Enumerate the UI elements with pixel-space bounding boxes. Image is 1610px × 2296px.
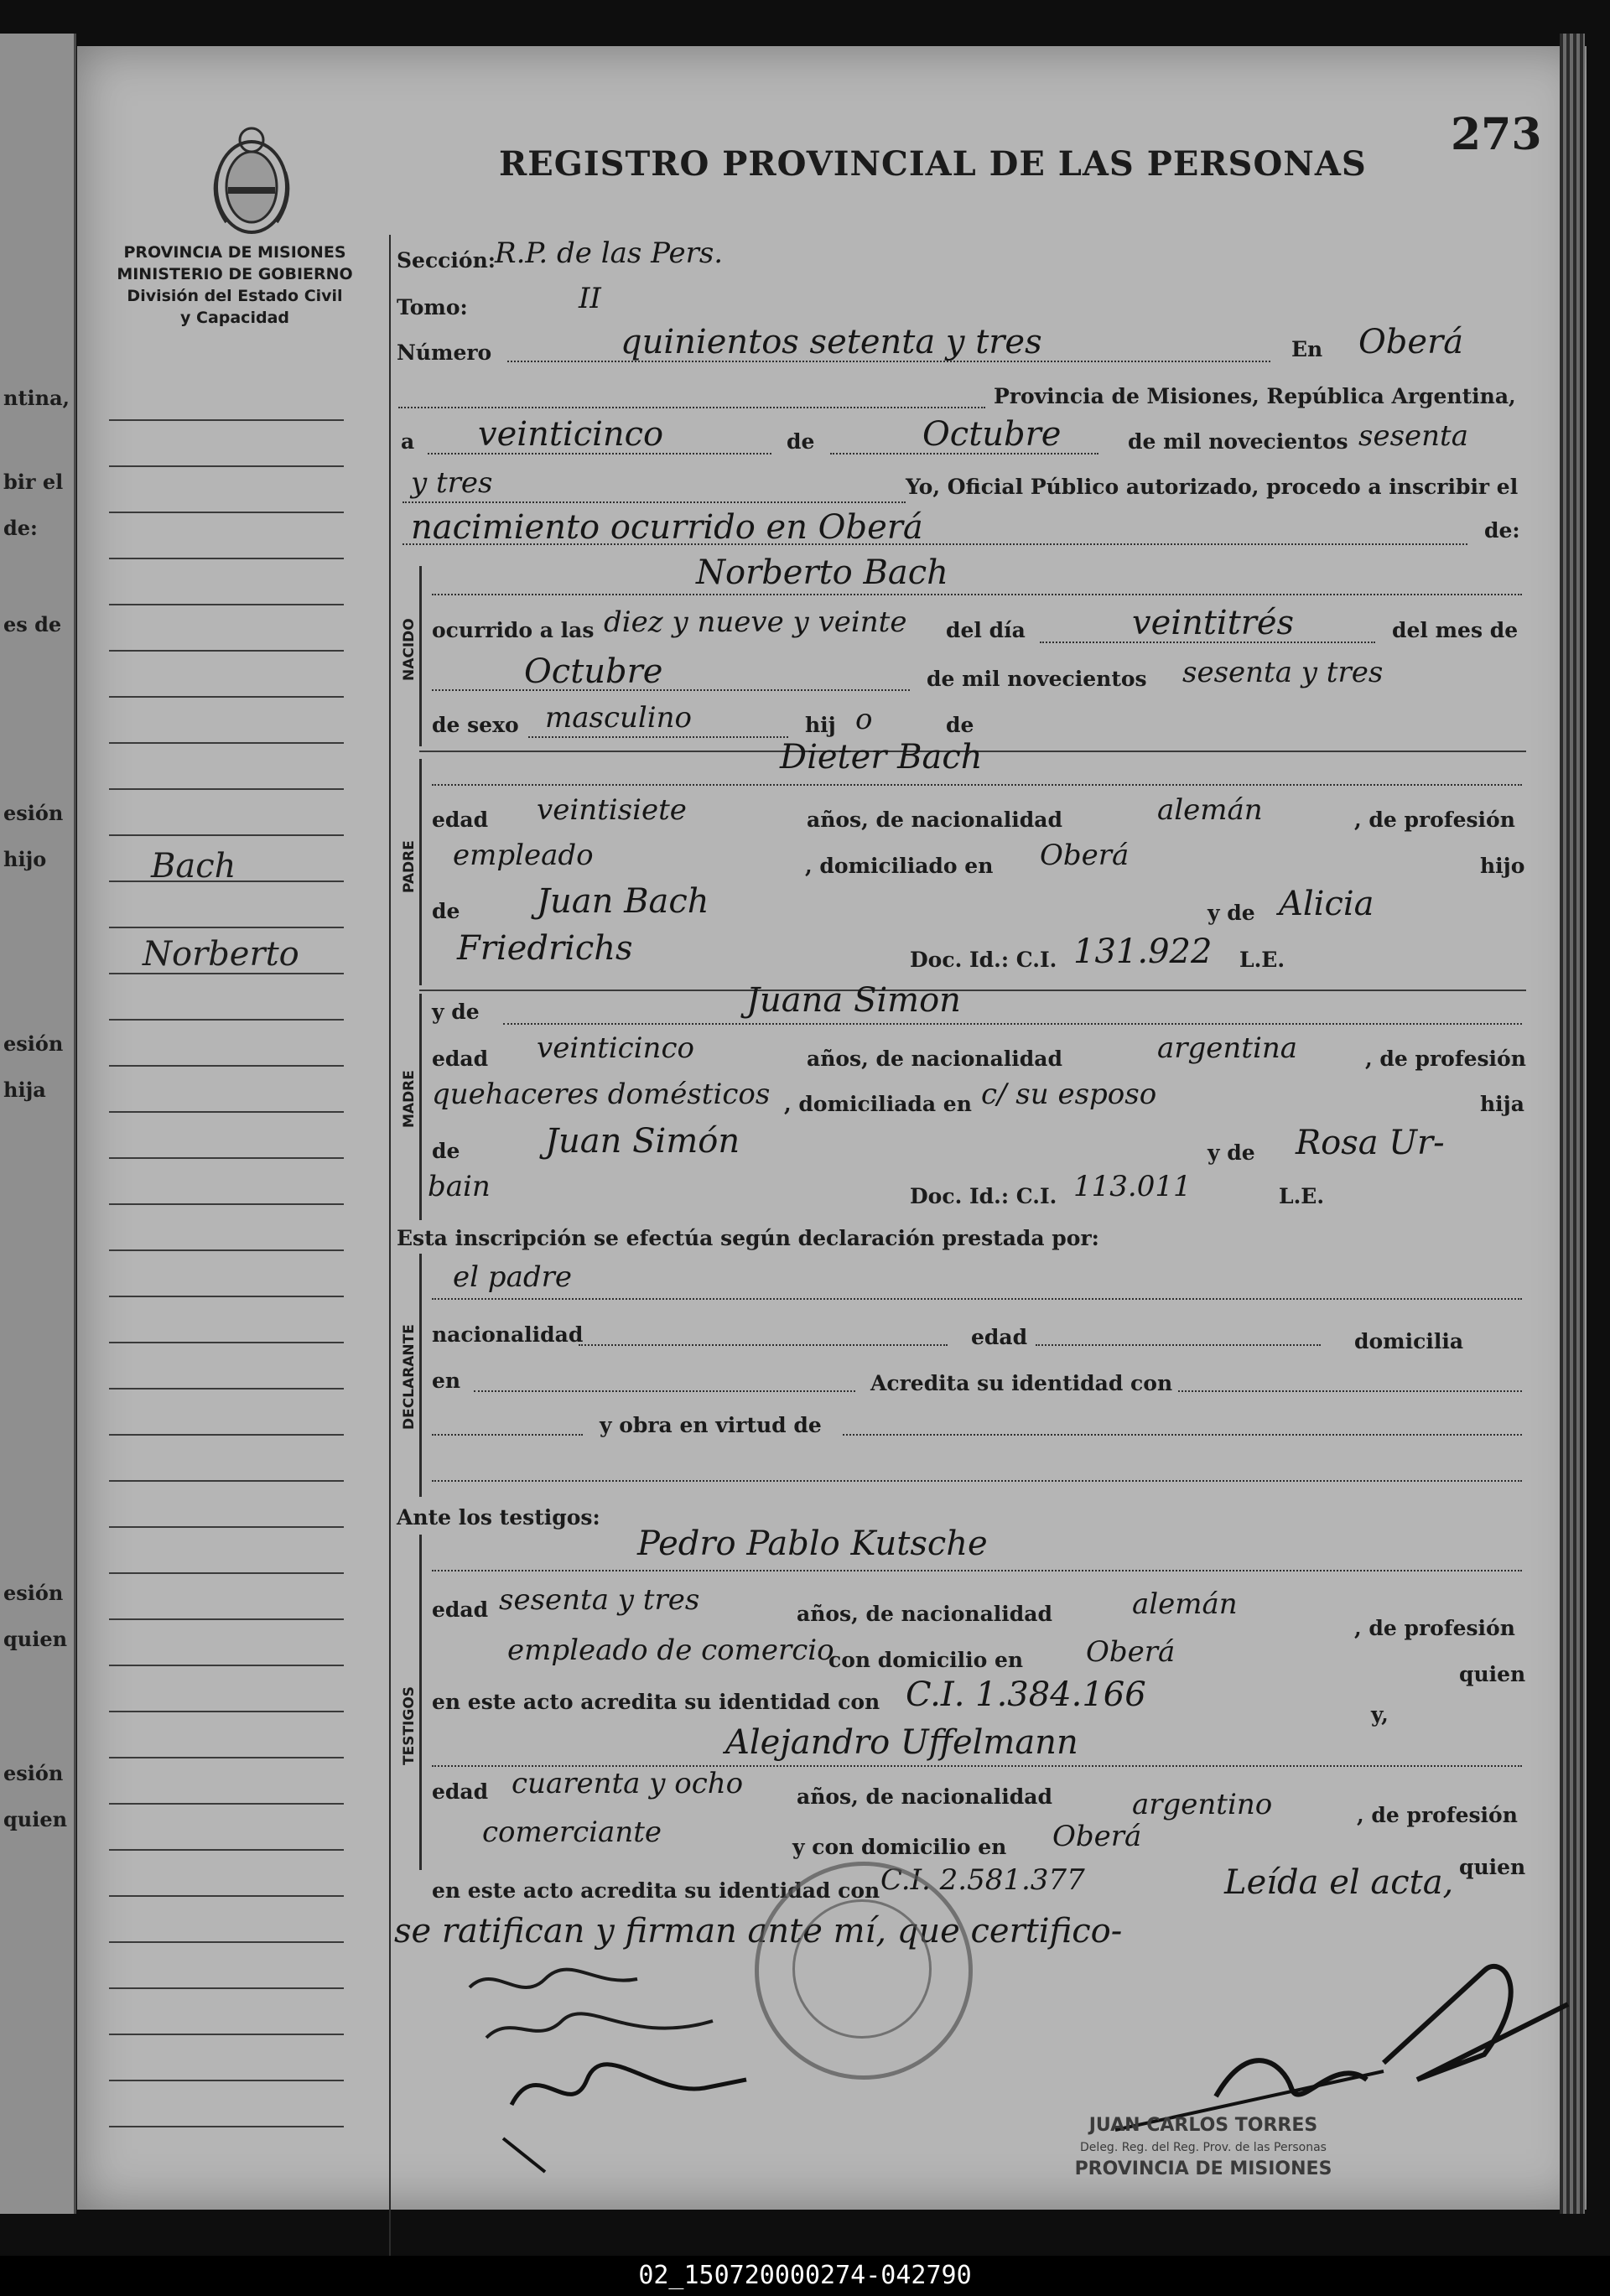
testigo1-quien-label: quien [1459,1662,1526,1686]
madre-hija-label: hija [1480,1092,1524,1116]
mil-label-2: de mil novecientos [927,667,1147,691]
officer-stamp [1065,2115,1342,2180]
testigo2-doc: C.I. 2.581.377 [880,1863,1085,1897]
declarante-domicilia-label: domicilia [1354,1329,1464,1353]
testigos-label: TESTIGOS [401,1686,418,1765]
seccion-value: R.P. de las Pers. [495,236,724,270]
padre-edad-label: edad [432,808,489,832]
fecha-anio-a: sesenta [1358,419,1468,453]
de-label-2: de [946,713,974,737]
testigo2-nacionalidad: argentino [1132,1788,1273,1821]
nacido-section [419,566,422,746]
office-line: División del Estado Civil [127,287,343,305]
testigo1-edad-label: edad [432,1597,489,1622]
madre-de-label: de [432,1139,460,1163]
left-fragment: bir el [3,470,64,494]
left-fragment: de: [3,516,38,540]
madre-y-de2-label: y de [1208,1140,1255,1165]
padre-de-label: de [432,899,460,923]
left-fragment: quien [3,1807,68,1831]
signatures [444,1954,1585,2205]
ocurrido-label: ocurrido a las [432,618,595,642]
fecha-mes: Octubre [922,415,1062,454]
padre-nombre: Dieter Bach [780,738,983,777]
nacido-anio: sesenta y tres [1182,656,1384,689]
testigo2-acredita-label: en este acto acredita su identidad con [432,1878,880,1903]
madre-profesion-label: , de profesión [1365,1047,1526,1071]
testigo2-edad-label: edad [432,1779,489,1804]
madre-edad-label: edad [432,1047,489,1071]
madre-anos-label: años, de nacionalidad [807,1047,1062,1071]
en-label: En [1291,337,1323,361]
numero-value: quinientos setenta y tres [621,323,1042,361]
del-mes-label: del mes de [1392,618,1519,642]
madre-le-label: L.E. [1279,1184,1325,1208]
margin-note: Bach [151,847,236,886]
madre-padre-de: Juan Simón [545,1122,740,1161]
testigo1-domicilio-label: con domicilio en [828,1648,1024,1672]
testigo1-profesion-label: , de profesión [1354,1616,1515,1640]
padre-doc: 131.922 [1073,932,1213,971]
officer-name: JUAN CARLOS TORRES [1088,2115,1318,2136]
padre-le-label: L.E. [1239,948,1285,972]
padre-madre-de-b: Friedrichs [457,929,633,968]
left-fragment: esión [3,801,64,825]
testigo1-y-label: y, [1371,1702,1389,1727]
testigo1-acredita-label: en este acto acredita su identidad con [432,1690,880,1714]
nacido-dia: veintitrés [1132,604,1295,642]
testigo2-edad: cuarenta y ocho [512,1767,744,1800]
padre-domicilio: Oberá [1040,839,1130,872]
declarante-edad-label: edad [971,1325,1028,1349]
document-title: REGISTRO PROVINCIAL DE LAS PERSONAS [499,144,1367,184]
fecha-dia: veinticinco [478,415,664,454]
facing-page-edge [0,34,76,2214]
testigos-section [419,1535,422,1870]
left-fragment: esión [3,1761,64,1785]
padre-edad: veintisiete [537,793,687,827]
madre-doc: 113.011 [1073,1170,1192,1203]
office-line: y Capacidad [180,309,289,327]
seccion-label: Sección: [397,248,496,273]
officer-province: PROVINCIA DE MISIONES [1074,2158,1332,2179]
declarante-en-label: en [432,1369,461,1393]
declarante-section [419,1254,422,1497]
mil-label: de mil novecientos [1128,429,1348,454]
testigo2-nombre: Alejandro Uffelmann [725,1723,1078,1762]
declarante-obra-label: y obra en virtud de [600,1413,822,1437]
margin-note: Norberto [143,935,299,974]
testigo1-profesion: empleado de comercio [507,1634,834,1667]
padre-section [419,759,422,985]
hij-label: hij [805,713,836,737]
padre-anos-label: años, de nacionalidad [807,808,1062,832]
testigo2-anos-label: años, de nacionalidad [797,1784,1052,1809]
padre-padre-de: Juan Bach [537,882,709,921]
cierre-linea2: se ratifican y firman ante mí, que certifico- [394,1912,1123,1951]
book-binding [1560,34,1585,2214]
left-fragment: hija [3,1078,46,1102]
hij-value: o [855,703,873,736]
left-fragment: esión [3,1031,64,1056]
padre-profesion: empleado [453,839,594,872]
coat-of-arms-icon [201,122,302,239]
de-label: de [787,429,815,454]
padre-nacionalidad: alemán [1157,793,1263,827]
provincia-text: Provincia de Misiones, República Argentina, [994,384,1516,408]
tomo-value: II [579,282,601,315]
madre-domicilio: c/ su esposo [981,1078,1157,1111]
testigo1-doc: C.I. 1.384.166 [906,1675,1146,1714]
testigo2-quien-label: quien [1459,1855,1526,1879]
padre-profesion-label: , de profesión [1354,808,1515,832]
madre-nombre: Juana Simon [746,981,961,1020]
nacido-mes: Octubre [524,652,663,691]
left-fragment: es de [3,612,62,636]
padre-hijo-label: hijo [1480,854,1525,878]
a-label: a [401,429,415,454]
declaracion-intro: Esta inscripción se efectúa según declaración prestada por: [397,1226,1099,1250]
issuing-office [92,242,377,329]
declarante-label: DECLARANTE [401,1324,418,1430]
cierre-linea1: Leída el acta, [1224,1863,1454,1902]
testigo2-domicilio: Oberá [1052,1820,1142,1853]
yo-text: Yo, Oficial Público autorizado, procedo a inscribir el [906,475,1519,499]
madre-domiciliada-label: , domiciliada en [784,1092,972,1116]
numero-label: Número [397,340,492,365]
del-dia-label: del día [946,618,1026,642]
madre-edad: veinticinco [537,1031,694,1065]
madre-madre-de-b: bain [428,1170,491,1203]
left-fragment: hijo [3,847,47,871]
sexo-value: masculino [545,701,693,735]
left-fragment: ntina, [3,386,70,410]
en-value: Oberá [1358,323,1464,361]
testigo2-profesion: comerciante [482,1816,662,1849]
page-number: 273 [1451,109,1542,160]
de-colon-label: de: [1484,518,1520,543]
nacido-hora: diez y nueve y veinte [604,605,907,639]
declarante-nombre: el padre [453,1260,572,1294]
officer-role: Deleg. Reg. del Reg. Prov. de las Personas [1080,2141,1327,2154]
madre-label: MADRE [401,1070,418,1128]
padre-doc-label: Doc. Id.: C.I. [910,948,1057,972]
testigo2-domicilio-label: y con domicilio en [792,1835,1007,1859]
testigos-intro: Ante los testigos: [397,1505,600,1530]
left-fragment: quien [3,1627,68,1651]
padre-madre-de-a: Alicia [1279,885,1374,923]
fecha-anio-b: y tres [411,466,493,500]
testigo1-anos-label: años, de nacionalidad [797,1602,1052,1626]
nacido-label: NACIDO [401,618,418,681]
madre-nacionalidad: argentina [1157,1031,1298,1065]
testigo1-nacionalidad: alemán [1132,1587,1238,1621]
declarante-nacionalidad-label: nacionalidad [432,1322,584,1347]
sexo-label: de sexo [432,713,519,737]
inscribir-value: nacimiento ocurrido en Oberá [411,508,923,547]
office-line: MINISTERIO DE GOBIERNO [117,265,353,283]
left-fragment: esión [3,1581,64,1605]
madre-section [419,994,422,1220]
office-line: PROVINCIA DE MISIONES [123,243,346,262]
testigo2-profesion-label: , de profesión [1357,1803,1518,1827]
nacido-nombre: Norberto Bach [696,553,948,592]
testigo1-nombre: Pedro Pablo Kutsche [637,1525,988,1563]
padre-domiciliado-label: , domiciliado en [805,854,994,878]
declarante-acredita-label: Acredita su identidad con [870,1371,1173,1395]
madre-doc-label: Doc. Id.: C.I. [910,1184,1057,1208]
padre-label: PADRE [401,840,418,893]
scan-id-footer: 02_150720000274-042790 [0,2256,1610,2296]
testigo1-domicilio: Oberá [1086,1635,1176,1669]
testigo1-edad: sesenta y tres [499,1583,700,1617]
padre-y-de-label: y de [1208,901,1255,925]
madre-profesion: quehaceres domésticos [432,1078,771,1111]
madre-madre-de-a: Rosa Ur- [1296,1124,1445,1162]
madre-y-de-label: y de [432,1000,480,1024]
tomo-label: Tomo: [397,295,468,319]
